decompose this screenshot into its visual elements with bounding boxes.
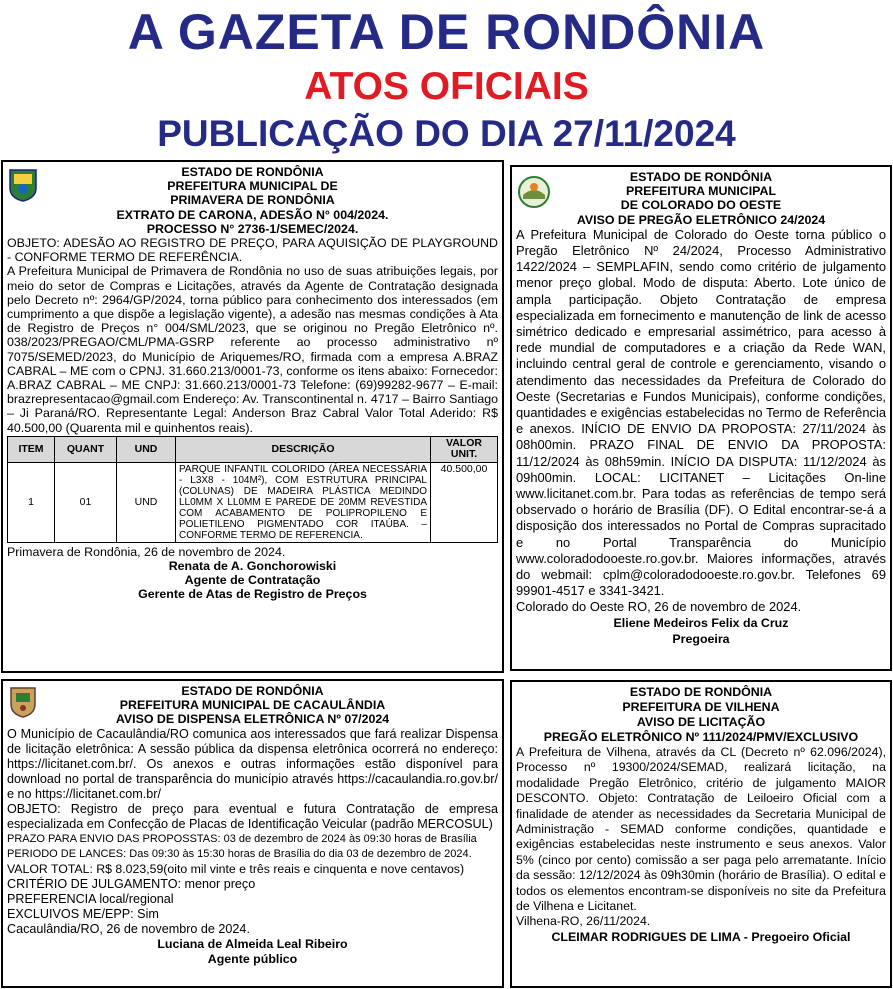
notice-vilhena — [510, 680, 892, 988]
notice-header: ESTADO DE RONDÔNIA PREFEITURA DE VILHENA AVISO DE LICITAÇÃO PREGÃO ELETRÔNICO Nº 111/2024/PMV/EXCLUSIVO — [543, 685, 859, 744]
notice-body: A Prefeitura de Vilhena, através da CL (Decreto nº 62.096/2024), Processo nº 19300/2024/SEMAD, realizará licitação, na modalidade Pregão Eletrônico, critério de julgamento MAIOR DESCONTO. Objeto: Contratação de Leiloeiro Oficial com a finalidade de atender as necessidades da Secretaria Municipal de Administração - SEMAD conforme condições, quantidade e exigências estabelecidas neste instrumento e seus anexos. Valor 5% (cinco por cento) comissão a ser paga pelo arrematante. Início da sessão: 12/12/2024 às 09h30min (horário de Brasília). O edital e todos os elementos encontram-se disponíveis no site da Prefeitura de Vilhena e Licitanet. — [516, 745, 886, 914]
notice-header: ESTADO DE RONDÔNIA PREFEITURA MUNICIPAL DE CACAULÂNDIA AVISO DE DISPENSA ELETRÔNICA Nº 07/2024 — [115, 684, 390, 727]
notice-header: ESTADO DE RONDÔNIA PREFEITURA MUNICIPAL DE PRIMAVERA DE RONDÔNIA EXTRATO DE CARONA, ADESÃO N° 004/2024. PROCESSO N° 2736-1/SEMEC/2024. — [116, 165, 389, 236]
publication-date: PUBLICAÇÃO DO DIA 27/11/2024 — [157, 113, 736, 154]
masthead — [0, 0, 893, 158]
notice-body: A Prefeitura Municipal de Primavera de Rondônia no uso de suas atribuições legais, por meio do setor de Compras e Licitações, através da Agente de Contratação designada pelo Decreto nº: 2964/GP/2024, torna público para conhecimento dos interessados (em cumprimento a que dispõe a legislação vigente), a adesão nas mesmas condições à Ata de Registro de Preços n° 004/SML/2023, que se originou no Pregão Eletrônico nº. 038/2023/PREGAO/CML/PMA-GSRP referente ao processo administrativo nº 7075/SEMED/2023, do Município de Ariquemes/RO, firmada com a empresa A.BRAZ CABRAL – ME com o CPNJ. 31.660.213/0001-73, conforme os itens abaixo: Fornecedor: A.BRAZ CABRAL – ME CNPJ: 31.660.213/0001-73 Telefone: (69)99282-9677 – E-mail: brazrepresentacao@gmail.com Endereço: Av. Transcontinental n. 4717 – Bairro Santiago – Ji Paraná/RO. Representante Legal: Anderson Braz Cabral Valor Total Aderido: R$ 40.500,00 (Quarenta mil e quinhentos reais). — [7, 264, 498, 435]
signature-block: Luciana de Almeida Leal Ribeiro Agente público — [157, 936, 348, 966]
notice-periodo: PERIODO DE LANCES: Das 09:30 às 15:30 horas de Brasília do dia 03 de dezembro de 2024. — [7, 847, 472, 860]
municipal-crest-icon — [8, 685, 38, 719]
notice-objeto: OBJETO: ADESÃO AO REGISTRO DE PREÇO, PARA AQUISIÇÃO DE PLAYGROUND - CONFORME TERMO DE REFERÊNCIA. — [7, 236, 498, 265]
notice-cacaulandia — [1, 679, 504, 988]
municipal-crest-icon — [517, 175, 551, 209]
notice-objeto: OBJETO: Registro de preço para eventual e futura Contratação de empresa especializada em Confecção de Placas de Identificação Veicular (padrão MERCOSUL) — [7, 801, 498, 831]
place-date: Vilhena-RO, 26/11/2024. — [516, 914, 651, 929]
place-date: Cacaulândia/RO, 26 de novembro de 2024. — [7, 921, 250, 936]
signature-block: CLEIMAR RODRIGUES DE LIMA - Pregoeiro Oficial — [551, 929, 851, 944]
notice-preferencia: PREFERENCIA local/regional — [7, 891, 174, 906]
items-table: ITEM QUANT UND DESCRIÇÃO VALOR UNIT. 1 01 UND PARQUE INFANTIL COLORIDO (ÁREA NECESSÁRIA - L3X8 - 104M²), COM ESTRUTURA PRINCIPAL (COLUNAS) DE MADEIRA PLÁSTICA MEDINDO LL0MM X LL0MM E PAREDE DE 20MM REVESTIDA COM ACABAMENTO DE POLIPROPILENO E POLIETILENO PIGMENTADO COR ITAÚBA. – CONFORME TERMO DE REFERENCIA. 40.500,00 — [7, 436, 498, 543]
signature-block: Eliene Medeiros Felix da Cruz Pregoeira — [613, 616, 789, 647]
notice-exclusivo: EXCLUIVOS ME/EPP: Sim — [7, 906, 159, 921]
notice-prazo: PRAZO PARA ENVIO DAS PROPOSSTAS: 03 de dezembro de 2024 às 09:30 horas de Brasília — [7, 832, 477, 845]
place-date: Primavera de Rondônia, 26 de novembro de 2024. — [7, 544, 286, 559]
notice-body: O Município de Cacaulândia/RO comunica aos interessados que fará realizar Dispensa de licitação eletrônica: A sessão pública da dispensa eletrônica ocorrerá no endereço: https://licitanet.com.br/. Os anexos e outras informações estão disponível para download no portal de transparência do município através https://cacaulandia.ro.gov.br/ e no https://licitanet.com.br/ — [7, 726, 498, 801]
notice-primavera — [1, 160, 504, 673]
notice-header: ESTADO DE RONDÔNIA PREFEITURA MUNICIPAL DE COLORADO DO OESTE AVISO DE PREGÃO ELETRÔNICO 24/2024 — [576, 170, 826, 227]
municipal-crest-icon — [8, 168, 38, 202]
section-title: ATOS OFICIAIS — [304, 65, 589, 108]
signature-block: Renata de A. Gonchorowiski Agente de Contratação Gerente de Atas de Registro de Preços — [138, 559, 367, 602]
place-date: Colorado do Oeste RO, 26 de novembro de 2024. — [516, 599, 802, 615]
newspaper-title: A GAZETA DE RONDÔNIA — [127, 4, 766, 60]
notice-criterio: CRITÉRIO DE JULGAMENTO: menor preço — [7, 876, 256, 891]
table-row: 1 01 UND PARQUE INFANTIL COLORIDO (ÁREA NECESSÁRIA - L3X8 - 104M²), COM ESTRUTURA PRINCIPAL (COLUNAS) DE MADEIRA PLÁSTICA MEDINDO LL0MM X LL0MM E PAREDE DE 20MM REVESTIDA COM ACABAMENTO DE POLIPROPILENO E POLIETILENO PIGMENTADO COR ITAÚBA. – CONFORME TERMO DE REFERENCIA. 40.500,00 — [8, 462, 498, 542]
notice-body: A Prefeitura Municipal de Colorado do Oeste torna público o Pregão Eletrônico Nº 24/2024, Processo Administrativo 1422/2024 – SEMPLAFIN, sendo como critério de julgamento menor preço global. Modo de disputa: Aberto. Lote único de ampla participação. Objeto Contratação de empresa especializada em fornecimento e manutenção de link de acesso simétrico dedicado e empresarial assimétrico, para acesso à rede mundial de computadores e a criação da Rede WAN, incluindo central geral de controle e gerenciamento, visando o atendimento das necessidades da Prefeitura de Colorado do Oeste (Secretarias e Fundos Municipais), conforme condições, quantidades e exigências estabelecidas no Termo de Referência e anexos. INÍCIO DE ENVIO DA PROPOSTA: 27/11/2024 às 08h00min. PRAZO FINAL DE ENVIO DA PROPOSTA: 11/12/2024 às 08h59min. INÍCIO DA DISPUTA: 11/12/2024 às 09h00min. LOCAL: LICITANET – Licitações On-line www.licitanet.com.br. Para todas as referências de tempo será observado o horário de Brasília (DF). O Edital encontrar-se-á a disposição dos interessados no Portal de Compras supracitado e no Portal Transparência do Município www.coloradodooeste.ro.gov.br. Maiores informações, através do webmail: cplm@coloradodooeste.ro.gov.br. Telefones 69 99901-4517 e 3341-3421. — [516, 226, 886, 599]
notice-colorado — [510, 165, 892, 671]
notice-valor: VALOR TOTAL: R$ 8.023,59(oito mil vinte e três reais e cinquenta e nove centavos) — [7, 861, 465, 876]
